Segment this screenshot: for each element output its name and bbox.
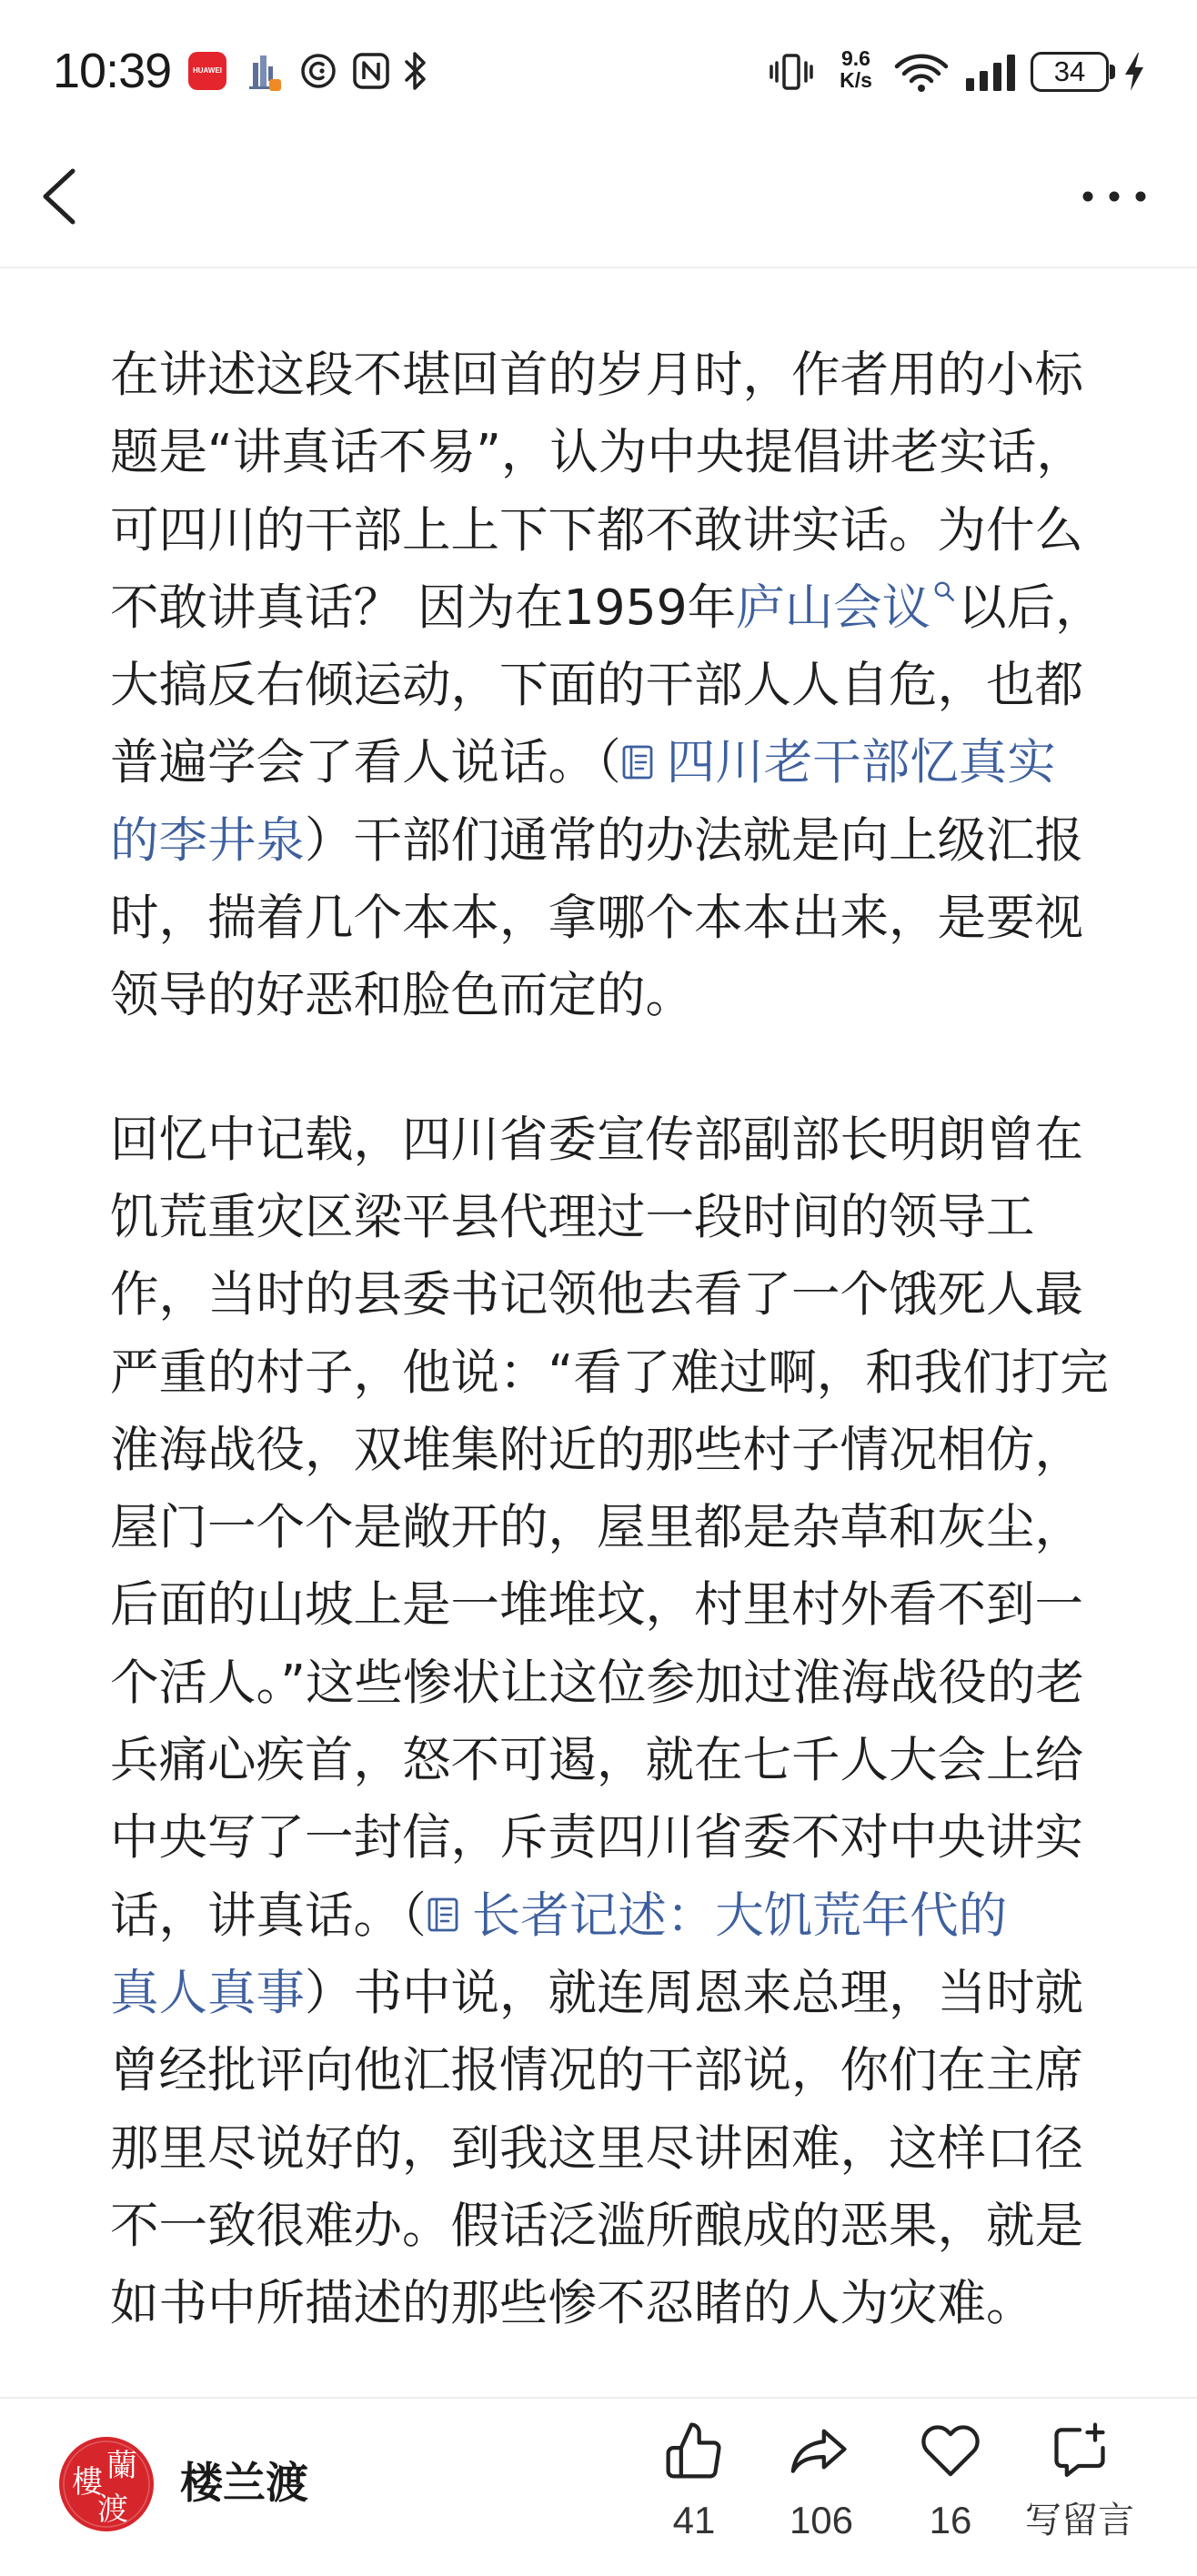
paragraph-1 [110,336,1183,1034]
favorite-count: 16 [929,2499,972,2541]
charging-bolt-icon [1122,51,1146,93]
more-dots-icon [1073,176,1155,216]
text-line: 作，当时的县委书记领他去看了一个饿死人最 [110,1265,1083,1323]
text-segment: 不敢讲真话？ 因为在1959年 [110,578,737,636]
signal-icon [964,51,1019,91]
text-line: 淮海战役，双堆集附近的那些村子情况相仿， [110,1420,1083,1478]
thumbs-up-icon [663,2420,725,2481]
text-line: 在讲述这段不堪回首的岁月时，作者用的小标 [110,346,1083,403]
paragraph-2 [110,1101,1183,2342]
circle-app-icon [299,52,337,90]
battery-icon [1031,52,1116,92]
document-icon-graphic [427,1897,459,1933]
avatar[interactable] [58,2436,155,2532]
status-time: 10:39 [53,44,172,98]
article-body [110,336,1183,2341]
document-icon[interactable] [621,744,654,780]
avatar-seal-char: 蘭 [106,2448,137,2484]
text-line: 领导的好恶和脸色而定的。 [110,966,694,1024]
footer-divider [0,2397,1197,2399]
heart-icon [920,2420,981,2481]
network-speed-unit: K/s [840,68,872,92]
share-count: 106 [789,2499,854,2541]
back-chevron-icon [33,162,87,231]
network-speed [830,47,882,91]
text-line: 个活人。”这些惨状让这位参加过淮海战役的老 [110,1653,1084,1711]
status-bar [0,0,1197,138]
bluetooth-icon [402,50,429,92]
text-line: 曾经批评向他汇报情况的干部说，你们在主席 [110,2041,1083,2099]
text-segment: ）书中说，就连周恩来总理，当时就 [305,1963,1083,2021]
text-line [110,569,1183,646]
text-line: 不一致很难办。假话泛滥所酿成的恶果，就是 [110,2196,1083,2254]
text-line: 大搞反右倾运动，下面的干部人人自危，也都 [110,656,1083,714]
avatar-seal-char: 渡 [97,2491,128,2528]
text-line: 后面的山坡上是一堆堆坟，村里村外看不到一 [110,1575,1083,1634]
avatar-seal-char: 樓 [72,2464,103,2501]
text-line: 如书中所描述的那些惨不忍睹的人为灾难。 [110,2274,1035,2332]
text-line: 中央写了一封信，斥责四川省委不对中央讲实 [110,1808,1083,1867]
text-line: 严重的村子，他说：“看了难过啊，和我们打完 [110,1343,1109,1401]
text-line: 屋门一个个是敞开的，屋里都是杂草和灰尘， [110,1498,1083,1556]
text-segment: 以后， [958,578,1104,636]
back-button[interactable] [33,162,87,231]
text-line [110,1877,1183,1954]
text-segment: 普遍学会了看人说话。（ [110,733,621,791]
text-line [110,1954,1183,2031]
more-options-button[interactable] [1073,176,1155,216]
network-speed-value: 9.6 [841,46,870,70]
wifi-icon [893,51,950,93]
top-nav-bar [0,138,1197,267]
text-line: 饥荒重灾区梁平县代理过一段时间的领导工 [110,1187,1035,1245]
battery-nub [1110,65,1115,79]
text-line: 回忆中记载，四川省委宣传部副部长明朗曾在 [110,1110,1083,1168]
write-comment-label: 写留言 [1025,2500,1134,2541]
text-segment: ）干部们通常的办法就是向上级汇报 [305,810,1083,869]
link-sichuan-cadre-memoir[interactable]: 的李井泉 [110,810,305,869]
text-line: 兵痛心疾首，怒不可遏，就在七千人大会上给 [110,1731,1083,1789]
comment-add-icon [1049,2420,1111,2481]
battery-level: 34 [1053,55,1086,87]
share-icon [790,2420,852,2481]
search-icon[interactable] [932,579,956,603]
text-line: 时，揣着几个本本，拿哪个本本出来，是要视 [110,889,1083,947]
link-lushan-conference[interactable]: 庐山会议 [736,578,931,636]
like-count: 41 [672,2499,716,2541]
text-line [110,723,1183,800]
text-segment: 话，讲真话。（ [110,1886,427,1944]
nfc-icon [353,53,389,89]
link-sichuan-cadre-memoir[interactable]: 四川老干部忆真实 [666,733,1056,791]
text-line: 可四川的干部上上下下都不敢讲实话。为什么 [110,500,1083,558]
tower-app-icon [246,50,282,92]
text-line [110,801,1183,879]
huawei-app-icon: HUAWEI [188,52,226,90]
link-famine-era-account[interactable]: 长者记述：大饥荒年代的 [471,1886,1008,1944]
nav-divider [0,267,1197,268]
write-comment-button[interactable] [1011,2420,1148,2556]
text-line: 题是“讲真话不易”，认为中央提倡讲老实话， [110,423,1085,481]
like-button[interactable] [626,2420,762,2556]
document-icon-graphic [621,744,654,780]
bottom-action-bar [0,2397,1197,2576]
link-famine-era-account[interactable]: 真人真事 [110,1963,305,2021]
search-icon-graphic [932,579,956,603]
text-line: 那里尽说好的，到我这里尽讲困难，这样口径 [110,2118,1083,2177]
document-icon[interactable] [427,1897,459,1933]
author-name[interactable]: 楼兰渡 [180,2459,308,2509]
favorite-button[interactable] [882,2420,1019,2556]
vibrate-icon [769,51,814,93]
share-button[interactable] [753,2420,890,2556]
